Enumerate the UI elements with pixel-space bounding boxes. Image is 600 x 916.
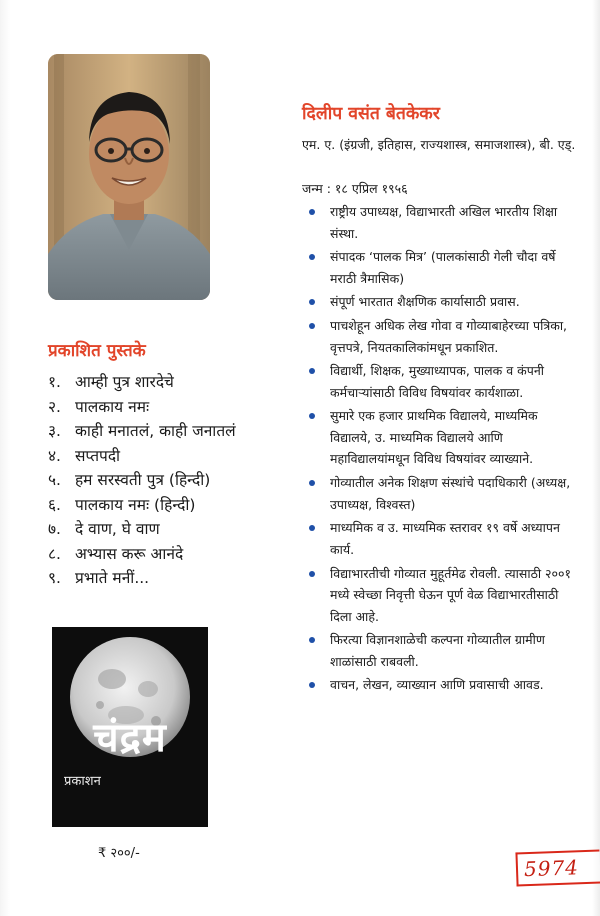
bio-item <box>302 563 582 628</box>
book-number: ६. <box>48 495 61 514</box>
bio-text: विद्याभारतीची गोव्यात मुहूर्तमेढ रोवली. त्यासाठी २००१ मध्ये स्वेच्छा निवृत्ती घेऊन पूर्ण वेळ विद्याभारतीसाठी दिला आहे. <box>330 565 572 624</box>
bullet-icon <box>309 413 315 419</box>
bio-item <box>302 315 582 358</box>
book-title: काही मनातलं, काही जनातलं <box>74 422 236 440</box>
bullet-icon <box>309 323 315 329</box>
bio-text: गोव्यातील अनेक शिक्षण संस्थांचे पदाधिकारी (अध्यक्ष, उपाध्यक्ष, विश्वस्त) <box>330 475 571 512</box>
book-item <box>48 370 236 395</box>
bullet-icon <box>309 254 315 260</box>
publisher-logo <box>52 627 208 827</box>
book-title: सप्तपदी <box>74 446 121 465</box>
book-title: पालकाय नमः <box>74 397 150 416</box>
book-item <box>48 566 236 591</box>
bio-text: संपादक ‘पालक मित्र’ (पालकांसाठी गेली चौदा वर्षे मराठी त्रैमासिक) <box>330 249 556 286</box>
published-books-heading: प्रकाशित पुस्तके <box>48 341 146 361</box>
book-item <box>48 493 236 518</box>
book-item <box>48 468 236 493</box>
book-title: अभ्यास करू आनंदे <box>74 544 184 563</box>
author-qualifications: एम. ए. (इंग्रजी, इतिहास, राज्यशास्त्र, समाजशास्त्र), बी. एड्. <box>302 137 576 152</box>
bio-text: राष्ट्रीय उपाध्यक्ष, विद्याभारती अखिल भारतीय शिक्षा संस्था. <box>330 204 558 241</box>
price: ₹ २००/- <box>98 846 140 861</box>
bio-item <box>302 472 582 515</box>
book-title: हम सरस्वती पुत्र (हिन्दी) <box>74 471 211 489</box>
bio-text: फिरत्या विज्ञानशाळेची कल्पना गोव्यातील ग्रामीण शाळांसाठी राबवली. <box>330 632 545 669</box>
bio-item <box>302 246 582 289</box>
bio-text: वाचन, लेखन, व्याख्यान आणि प्रवासाची आवड. <box>330 677 544 693</box>
book-number: ३. <box>48 422 61 440</box>
bio-item <box>302 674 582 696</box>
publisher-subtitle: प्रकाशन <box>64 774 101 789</box>
book-number: ८. <box>48 544 61 563</box>
bio-item <box>302 517 582 560</box>
book-number: ७. <box>48 520 61 538</box>
author-birth-date: जन्म : १८ एप्रिल १९५६ <box>302 181 408 196</box>
author-photo <box>48 54 210 300</box>
book-title: आम्ही पुत्र शारदेचे <box>74 373 174 391</box>
bio-text: सुमारे एक हजार प्राथमिक विद्यालये, माध्यमिक विद्यालये, उ. माध्यमिक विद्यालये आणि महाविद्यालयांमधून विविध विषयांवर व्याख्याने. <box>330 408 538 467</box>
stamp-number: 5974 <box>523 855 580 882</box>
book-list <box>48 370 236 591</box>
book-number: ५. <box>48 471 61 489</box>
bullet-icon <box>309 525 315 531</box>
book-title: प्रभाते मनीं... <box>74 569 150 587</box>
book-number: १. <box>48 373 61 391</box>
bio-text: पाचशेहून अधिक लेख गोवा व गोव्याबाहेरच्या पत्रिका, वृत्तपत्रे, नियतकालिकांमधून प्रकाशित. <box>330 318 568 355</box>
book-item <box>48 517 236 542</box>
bio-text: विद्यार्थी, शिक्षक, मुख्याध्यापक, पालक व कंपनी कर्मचाऱ्यांसाठी विविध विषयांवर कार्यशाळा. <box>330 363 545 400</box>
author-portrait-illustration <box>48 54 210 300</box>
book-item <box>48 542 236 567</box>
bio-item <box>302 201 582 244</box>
bio-text: माध्यमिक व उ. माध्यमिक स्तरावर १९ वर्षे अध्यापन कार्य. <box>330 520 560 557</box>
bio-item <box>302 291 582 313</box>
book-item <box>48 419 236 444</box>
library-stamp <box>515 850 600 887</box>
bullet-icon <box>309 682 315 688</box>
book-item <box>48 444 236 469</box>
bullet-icon <box>309 299 315 305</box>
author-name: दिलीप वसंत बेतकेकर <box>302 104 440 124</box>
bio-item <box>302 629 582 672</box>
book-number: ९. <box>48 569 61 587</box>
book-item <box>48 395 236 420</box>
book-number: ४. <box>48 446 61 465</box>
bio-item <box>302 405 582 470</box>
bullet-icon <box>309 571 315 577</box>
bullet-icon <box>309 368 315 374</box>
bio-text: संपूर्ण भारतात शैक्षणिक कार्यासाठी प्रवास. <box>330 294 520 310</box>
publisher-name: चंद्रम <box>93 715 167 761</box>
book-number: २. <box>48 397 61 416</box>
book-title: पालकाय नमः (हिन्दी) <box>74 495 196 514</box>
bullet-icon <box>309 480 315 486</box>
bullet-icon <box>309 637 315 643</box>
bullet-icon <box>309 209 315 215</box>
bio-item <box>302 360 582 403</box>
book-title: दे वाण, घे वाण <box>74 520 160 538</box>
bio-list <box>302 201 582 698</box>
